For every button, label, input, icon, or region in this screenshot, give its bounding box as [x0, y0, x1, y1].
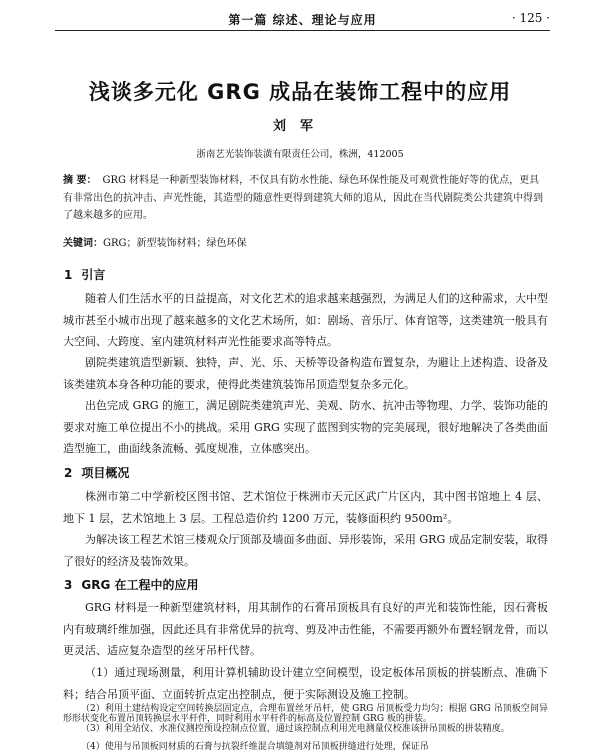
section-heading-introduction: [64, 266, 105, 283]
keywords: [63, 234, 548, 249]
abstract-text: GRG 材料是一种新型装饰材料，不仅具有防水性能、绿色环保性能及可观赏性能好等的优点，更具有非常出色的抗冲击、声光性能，其造型的随意性更得到建筑大师的追从，因此在当代剧院类公共建筑中得到了越来越多的应用。: [63, 175, 543, 221]
section-number: 1: [64, 268, 73, 282]
paragraph: GRG 材料是一种新型建筑材料，用其制作的石膏吊顶板具有良好的声光和装饰性能，因石膏板内有玻璃纤维加强，因此还具有非常优异的抗弯、剪及冲击性能，不需要再额外布置轻钢龙骨，而以更灵活、适应复杂造型的丝牙吊杆代替。: [63, 601, 548, 657]
article-title: 浅谈多元化 GRG 成品在装饰工程中的应用: [88, 80, 512, 104]
paragraph: 随着人们生活水平的日益提高，对文化艺术的追求越来越强烈，为满足人们的这种需求，大中型城市甚至小城市出现了越来越多的文化艺术场所，如：剧场、音乐厅、体育馆等，这类建筑一般具有大空间、大跨度、室内建筑材料声光性能要求高等特点。: [63, 292, 548, 348]
abstract-label: 摘 要：: [63, 175, 97, 186]
section-title: 引言: [81, 268, 106, 282]
keywords-text: GRG；新型装饰材料；绿色环保: [103, 238, 247, 249]
abstract: [63, 172, 548, 225]
section-title: GRG 在工程中的应用: [81, 578, 199, 592]
paragraph: 出色完成 GRG 的施工，满足剧院类建筑声光、美观、防水、抗冲击等物理、力学、装饰功能的要求对施工单位提出不小的挑战。采用 GRG 实现了蓝图到实物的完美展现，很好地解决了各类曲面造型施工，曲面线条流畅、弧度规准，立体感突出。: [63, 399, 548, 455]
author-name: 刘军: [272, 119, 327, 134]
paragraph: （2）利用土建结构设定空间转换层固定点，合理布置丝牙吊杆，使 GRG 吊顶板受力均匀；根据 GRG 吊顶板空间异形形状变化布置吊顶转换层水平杆件，同时利用水平杆件的标高及位置控制 GRG 板的拼装。: [63, 704, 548, 724]
paragraph: （4）使用与吊顶板同材质的石膏与抗裂纤维混合填缝剂对吊顶板拼缝进行处理，保证吊: [81, 742, 429, 752]
keywords-label: 关键词：: [63, 238, 103, 249]
section-heading-project-overview: [64, 464, 129, 481]
author-affiliation: 浙南艺光装饰装潢有限责任公司，株洲，412005: [196, 149, 404, 160]
page-number: · 125 ·: [511, 11, 550, 25]
paragraph: 剧院类建筑造型新颖、独特，声、光、乐、天桥等设备构造布置复杂，为避让上述构造、设备及该类建筑本身各种功能的要求，使得此类建筑装饰吊顶造型复杂多元化。: [63, 356, 548, 391]
running-title: 第一篇 综述、理论与应用: [228, 13, 377, 27]
paragraph: 为解决该工程艺术馆三楼观众厅顶部及墙面多曲面、异形装饰，采用 GRG 成品定制安装，取得了很好的经济及装饰效果。: [63, 533, 548, 568]
section-title: 项目概况: [81, 466, 130, 480]
section-number: 2: [64, 466, 73, 480]
section-heading-application: [64, 576, 198, 593]
paragraph: 株洲市第二中学新校区图书馆、艺术馆位于株洲市天元区武广片区内，其中图书馆地上 4 层、地下 1 层，艺术馆地上 3 层。工程总造价约 1200 万元，装修面积约 9500m²。: [63, 490, 548, 525]
section-number: 3: [64, 578, 73, 592]
paragraph: （1）通过现场测量，利用计算机辅助设计建立空间模型，设定板体吊顶板的拼装断点、准确下料；结合吊顶平面、立面转折点定出控制点，便于实际测设及施工控制。: [63, 666, 548, 701]
running-header: [55, 8, 550, 31]
paragraph: （3）利用全站仪、水准仪测控预设控制点位置，通过该控制点利用光电测量仪校准该拼吊顶板的拼装精度。: [81, 724, 510, 734]
